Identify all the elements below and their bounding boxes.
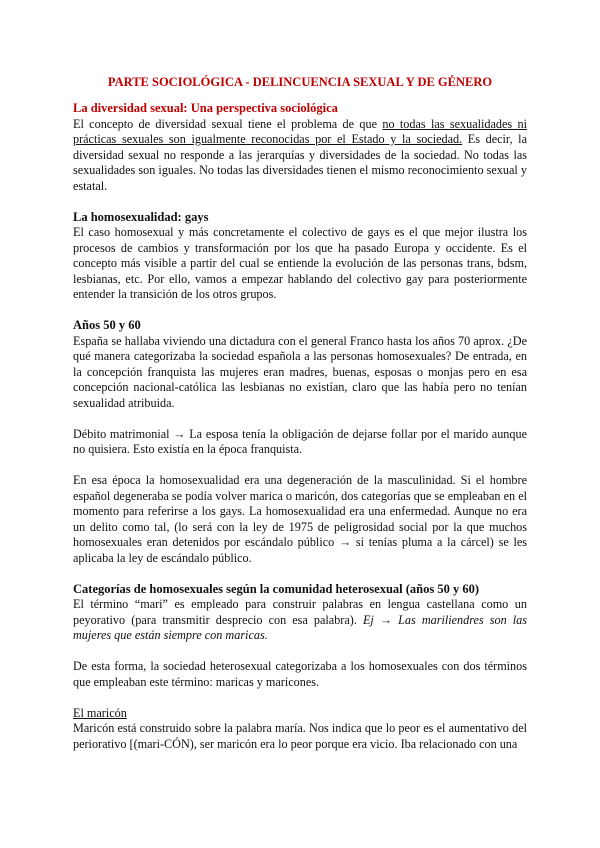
heading-categorias: Categorías de homosexuales según la comunidad heterosexual (años 50 y 60) xyxy=(73,581,480,596)
spacer xyxy=(73,194,527,210)
paragraph-homosexualidad: El caso homosexual y más concretamente el colectivo de gays es el que mejor ilustra los procesos de cambios y transformación por los que ha pasado Europa y occidente. Es el concepto más visible a partir del cual se entiende la evolución de las personas trans, bdsm, lesbianas, etc. Por ello, vamos a empezar hablando del colectivo gay para posteriormente entender la transición de los otros grupos. xyxy=(73,225,527,301)
text-run: El término “mari” es empleado para construir palabras en lengua castellana como un peyorativo (para transmitir desprecio con esa palabra). xyxy=(73,597,527,627)
text-run: El concepto de diversidad sexual tiene el problema de que xyxy=(73,116,383,131)
paragraph-anos-3: En esa época la homosexualidad era una degeneración de la masculinidad. Si el hombre español degeneraba se podía volver marica o maricón, dos categorías que se empleaban en el momento para referirse a los gays. La homosexualidad era una enfermedad. Aunque no era un delito como tal, (lo será con la ley de 1975 de peligrosidad social por la que muchos homosexuales eran detenidos por escándalo público → si tenías pluma a la cárcel) se les aplicaba la ley de escándalo público. xyxy=(73,473,527,565)
paragraph-categorias-2: De esta forma, la sociedad heterosexual categorizaba a los homosexuales con dos términos que empleaban este término: maricas y maricones. xyxy=(73,659,527,689)
spacer xyxy=(73,644,527,660)
spacer xyxy=(73,690,527,706)
spacer xyxy=(73,303,527,319)
heading-maricon xyxy=(73,706,527,722)
paragraph-anos-2: Débito matrimonial → La esposa tenía la obligación de dejarse follar por el marido aunque no quisiera. Esto existía en la época franquista. xyxy=(73,426,527,456)
document-body xyxy=(73,101,527,752)
paragraph-maricon: Maricón está construido sobre la palabra maría. Nos indica que lo peor es el aumentativo del periorativo [(mari-CÓN), ser maricón era lo peor porque era vicio. Iba relacionado con una xyxy=(73,721,527,751)
heading-anos: Años 50 y 60 xyxy=(73,318,141,332)
spacer xyxy=(73,458,527,474)
italic-text: Ej → Las mariliendres son las mujeres que están siempre con maricas. xyxy=(73,612,527,642)
text-run: Es decir, la diversidad sexual no responde a las jerarquías y diversidades de la sociedad. No todas las sexualidades son iguales. No todas las diversidades tienen el mismo reconocimiento sexual y estatal. xyxy=(73,132,527,193)
underlined-heading: El maricón xyxy=(73,705,127,720)
underlined-text: no todas las sexualidades ni prácticas sexuales son igualmente reconocidas por el Estado y la sociedad. xyxy=(73,116,527,146)
spacer xyxy=(73,566,527,582)
paragraph-anos-1: España se hallaba viviendo una dictadura con el general Franco hasta los años 70 aprox. ¿De qué manera categorizaba la sociedad española a las personas homosexuales? De entrada, en la concepción franquista las mujeres eran madres, buenas, esposas o monjas pero en esa concepción nacional-católica las lesbianas no existían, claro que las había pero no tenían sexualidad atribuida. xyxy=(73,333,527,410)
heading-diversidad: La diversidad sexual: Una perspectiva sociológica xyxy=(73,101,338,115)
paragraph-diversidad xyxy=(73,117,527,195)
document-title: PARTE SOCIOLÓGICA - DELINCUENCIA SEXUAL Y DE GÉNERO xyxy=(107,75,493,89)
heading-homosexualidad: La homosexualidad: gays xyxy=(73,209,209,224)
paragraph-categorias-1 xyxy=(73,597,527,644)
spacer xyxy=(73,411,527,427)
